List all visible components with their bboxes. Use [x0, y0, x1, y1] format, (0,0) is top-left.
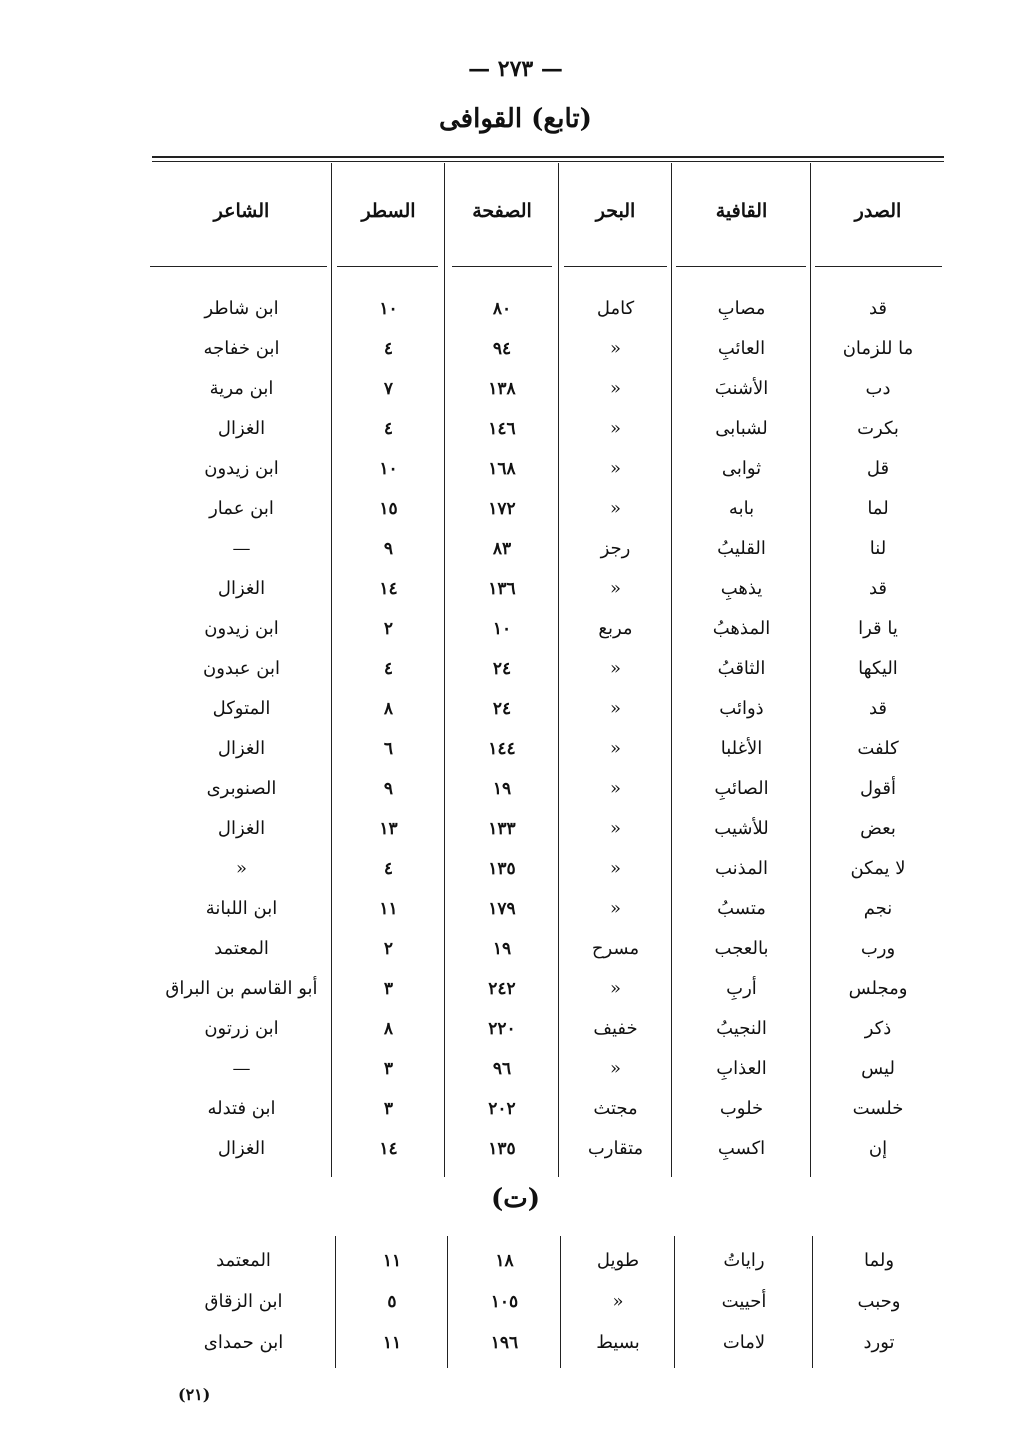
- cell-qafiya: أحييت: [721, 1291, 767, 1312]
- col-header-qafiya: القافية: [715, 200, 768, 222]
- cell-bahr: «: [609, 858, 621, 879]
- divider: [810, 163, 811, 1177]
- cell-satr: ١٠: [379, 459, 398, 479]
- cell-sadr: لما: [867, 498, 889, 519]
- cell-satr: ٩: [383, 779, 394, 799]
- cell-satr: ٣: [383, 1059, 394, 1079]
- cell-qafiya: الأشنبَ: [714, 378, 769, 399]
- cell-bahr: «: [609, 498, 621, 519]
- cell-satr: ٣: [383, 1099, 394, 1119]
- col-header-bahr: البحر: [595, 200, 636, 222]
- cell-bahr: «: [609, 1058, 621, 1079]
- cell-shaer: المتوكل: [212, 698, 271, 719]
- cell-safha: ١٩٦: [490, 1333, 519, 1353]
- underline: [337, 266, 438, 267]
- divider: [444, 163, 445, 1177]
- divider: [671, 163, 672, 1177]
- cell-bahr: طويل: [596, 1250, 640, 1271]
- divider: [674, 1236, 675, 1368]
- cell-satr: ١١: [379, 899, 398, 919]
- cell-bahr: «: [609, 738, 621, 759]
- cell-satr: ٩: [383, 539, 394, 559]
- cell-shaer: ابن مرية: [209, 378, 274, 399]
- underline: [564, 266, 667, 267]
- cell-satr: ٤: [383, 339, 394, 359]
- cell-shaer: —: [232, 1058, 251, 1079]
- cell-sadr: ورب: [860, 938, 896, 959]
- cell-safha: ١٠: [492, 619, 512, 639]
- cell-sadr: ما للزمان: [842, 338, 914, 359]
- signature-mark: (٢١): [178, 1385, 211, 1404]
- cell-sadr: بعض: [860, 818, 896, 839]
- cell-satr: ٤: [383, 859, 394, 879]
- cell-satr: ١٣: [379, 819, 398, 839]
- cell-qafiya: بالعجب: [714, 938, 769, 959]
- cell-satr: ٣: [383, 979, 394, 999]
- cell-qafiya: النجيبُ: [716, 1018, 767, 1039]
- cell-bahr: «: [609, 778, 621, 799]
- cell-shaer: المعتمد: [216, 1250, 271, 1271]
- cell-shaer: «: [235, 858, 247, 879]
- cell-safha: ١٣٦: [488, 579, 516, 599]
- cell-shaer: ابن عمار: [209, 498, 274, 519]
- cell-shaer: المعتمد: [214, 938, 269, 959]
- cell-qafiya: لامات: [722, 1332, 766, 1353]
- cell-safha: ١٠٥: [490, 1292, 519, 1312]
- cell-qafiya: للأشيب: [714, 818, 769, 839]
- cell-satr: ١١: [382, 1251, 402, 1271]
- cell-qafiya: خلوب: [719, 1098, 764, 1119]
- cell-safha: ٢٤٢: [488, 979, 516, 999]
- cell-satr: ٧: [383, 379, 394, 399]
- cell-safha: ١٦٨: [488, 459, 516, 479]
- divider: [560, 1236, 561, 1368]
- cell-satr: ٤: [383, 419, 394, 439]
- cell-sadr: ذكر: [864, 1018, 892, 1039]
- cell-safha: ١٩: [492, 939, 512, 959]
- cell-sadr: اليكها: [858, 658, 898, 679]
- cell-safha: ٢٢٠: [488, 1019, 516, 1039]
- cell-satr: ١٥: [379, 499, 398, 519]
- cell-bahr: مسرح: [591, 938, 640, 959]
- cell-satr: ١٤: [379, 579, 398, 599]
- cell-safha: ١٤٦: [488, 419, 516, 439]
- underline: [150, 266, 327, 267]
- cell-sadr: لنا: [869, 538, 887, 559]
- cell-shaer: ابن عبدون: [203, 658, 280, 679]
- cell-bahr: متقارب: [587, 1138, 644, 1159]
- cell-qafiya: يذهبِ: [720, 578, 763, 599]
- cell-shaer: ابن زيدون: [204, 618, 279, 639]
- cell-safha: ٢٤: [492, 699, 512, 719]
- cell-sadr: قد: [868, 298, 888, 319]
- cell-qafiya: اكسبِ: [717, 1138, 766, 1159]
- cell-sadr: أقول: [860, 778, 896, 799]
- cell-bahr: مجتث: [593, 1098, 638, 1119]
- cell-shaer: الغزال: [217, 818, 266, 839]
- cell-safha: ٨٠: [492, 299, 512, 319]
- cell-sadr: قد: [868, 698, 888, 719]
- cell-qafiya: متسبُ: [717, 898, 766, 919]
- cell-satr: ٤: [383, 659, 394, 679]
- cell-sadr: وحبب: [857, 1291, 901, 1312]
- cell-sadr: نجم: [863, 898, 893, 919]
- cell-qafiya: المذنب: [714, 858, 769, 879]
- cell-bahr: «: [609, 578, 621, 599]
- cell-qafiya: الأغلبا: [720, 738, 763, 759]
- cell-bahr: «: [612, 1291, 624, 1312]
- cell-satr: ٨: [383, 1019, 394, 1039]
- cell-sadr: قل: [866, 458, 890, 479]
- cell-sadr: يا قرا: [858, 618, 898, 639]
- cell-sadr: لا يمكن: [850, 858, 906, 879]
- cell-sadr: قد: [868, 578, 888, 599]
- page-title: (تابع) القوافى: [439, 104, 592, 134]
- cell-qafiya: الثاقبُ: [717, 658, 766, 679]
- divider: [335, 1236, 336, 1368]
- cell-bahr: رجز: [600, 538, 631, 559]
- cell-sadr: خلست: [852, 1098, 904, 1119]
- col-header-sadr: الصدر: [854, 200, 902, 222]
- col-header-satr: السطر: [361, 200, 416, 222]
- cell-bahr: مربع: [598, 618, 633, 639]
- cell-safha: ١٣٨: [488, 379, 516, 399]
- cell-shaer: الصنوبرى: [206, 778, 277, 799]
- cell-satr: ١٤: [379, 1139, 398, 1159]
- underline: [676, 266, 806, 267]
- cell-safha: ٢٠٢: [488, 1099, 516, 1119]
- cell-sadr: بكرت: [857, 418, 899, 439]
- cell-shaer: ابن اللبانة: [205, 898, 278, 919]
- cell-bahr: «: [609, 658, 621, 679]
- section-letter-ta: (ت): [490, 1184, 541, 1214]
- cell-qafiya: العائبِ: [717, 338, 766, 359]
- cell-safha: ١٩: [492, 779, 512, 799]
- cell-shaer: ابن الزقاق: [204, 1291, 283, 1312]
- cell-bahr: كامل: [596, 298, 635, 319]
- divider: [447, 1236, 448, 1368]
- cell-satr: ٢: [383, 939, 394, 959]
- col-header-safha: الصفحة: [472, 200, 532, 222]
- cell-safha: ٨٣: [492, 539, 512, 559]
- cell-safha: ١٧٩: [488, 899, 516, 919]
- cell-bahr: «: [609, 418, 621, 439]
- cell-shaer: ابن حمداى: [203, 1332, 284, 1353]
- cell-satr: ٥: [387, 1292, 397, 1312]
- rule-thick: [152, 156, 944, 158]
- cell-shaer: الغزال: [217, 578, 266, 599]
- cell-safha: ١٣٥: [488, 859, 516, 879]
- rule-thin: [152, 161, 944, 162]
- cell-shaer: ابن خفاجه: [203, 338, 280, 359]
- divider: [812, 1236, 813, 1368]
- cell-bahr: «: [609, 338, 621, 359]
- cell-shaer: الغزال: [217, 738, 266, 759]
- cell-qafiya: أربِ: [726, 978, 757, 999]
- cell-safha: ١٨: [495, 1251, 514, 1271]
- cell-qafiya: ذوائب: [719, 698, 764, 719]
- cell-sadr: كلفت: [857, 738, 899, 759]
- cell-safha: ١٣٥: [488, 1139, 516, 1159]
- cell-bahr: «: [609, 458, 621, 479]
- cell-shaer: الغزال: [217, 1138, 266, 1159]
- underline: [452, 266, 552, 267]
- cell-sadr: ليس: [861, 1058, 895, 1079]
- cell-shaer: الغزال: [217, 418, 266, 439]
- cell-shaer: ابن زيدون: [204, 458, 279, 479]
- cell-sadr: تورد: [863, 1332, 895, 1353]
- cell-shaer: —: [232, 538, 251, 559]
- underline: [815, 266, 942, 267]
- cell-shaer: أبو القاسم بن البراق: [165, 978, 318, 999]
- cell-safha: ٩٦: [492, 1059, 512, 1079]
- cell-qafiya: مصابِ: [717, 298, 766, 319]
- cell-sadr: دب: [865, 378, 891, 399]
- cell-satr: ٦: [383, 739, 394, 759]
- cell-safha: ١٤٤: [488, 739, 516, 759]
- cell-sadr: ولما: [863, 1250, 895, 1271]
- divider: [558, 163, 559, 1177]
- cell-safha: ٩٤: [492, 339, 512, 359]
- cell-safha: ١٣٣: [488, 819, 516, 839]
- cell-qafiya: القليبُ: [717, 538, 766, 559]
- cell-bahr: «: [609, 898, 621, 919]
- page-number: — ٢٧٣ —: [468, 56, 563, 82]
- cell-safha: ٢٤: [492, 659, 512, 679]
- cell-qafiya: ثوابى: [721, 458, 762, 479]
- cell-bahr: «: [609, 818, 621, 839]
- cell-satr: ٨: [383, 699, 394, 719]
- cell-qafiya: بابه: [728, 498, 755, 519]
- cell-satr: ١١: [382, 1333, 402, 1353]
- cell-qafiya: العذابِ: [716, 1058, 767, 1079]
- cell-satr: ١٠: [379, 299, 398, 319]
- cell-shaer: ابن فتدله: [207, 1098, 276, 1119]
- cell-shaer: ابن زرتون: [204, 1018, 279, 1039]
- cell-sadr: ومجلس: [848, 978, 908, 999]
- cell-safha: ١٧٢: [488, 499, 516, 519]
- cell-bahr: بسيط: [596, 1332, 640, 1353]
- cell-qafiya: لشبابى: [715, 418, 768, 439]
- cell-shaer: ابن شاطر: [204, 298, 279, 319]
- cell-qafiya: الصائبِ: [714, 778, 769, 799]
- cell-bahr: «: [609, 698, 621, 719]
- cell-qafiya: المذهبُ: [712, 618, 771, 639]
- cell-sadr: إن: [868, 1138, 888, 1159]
- cell-bahr: «: [609, 978, 621, 999]
- cell-satr: ٢: [383, 619, 394, 639]
- cell-bahr: خفيف: [593, 1018, 638, 1039]
- col-header-shaer: الشاعر: [213, 200, 270, 222]
- cell-qafiya: راياتُ: [723, 1250, 765, 1271]
- cell-bahr: «: [609, 378, 621, 399]
- divider: [331, 163, 332, 1177]
